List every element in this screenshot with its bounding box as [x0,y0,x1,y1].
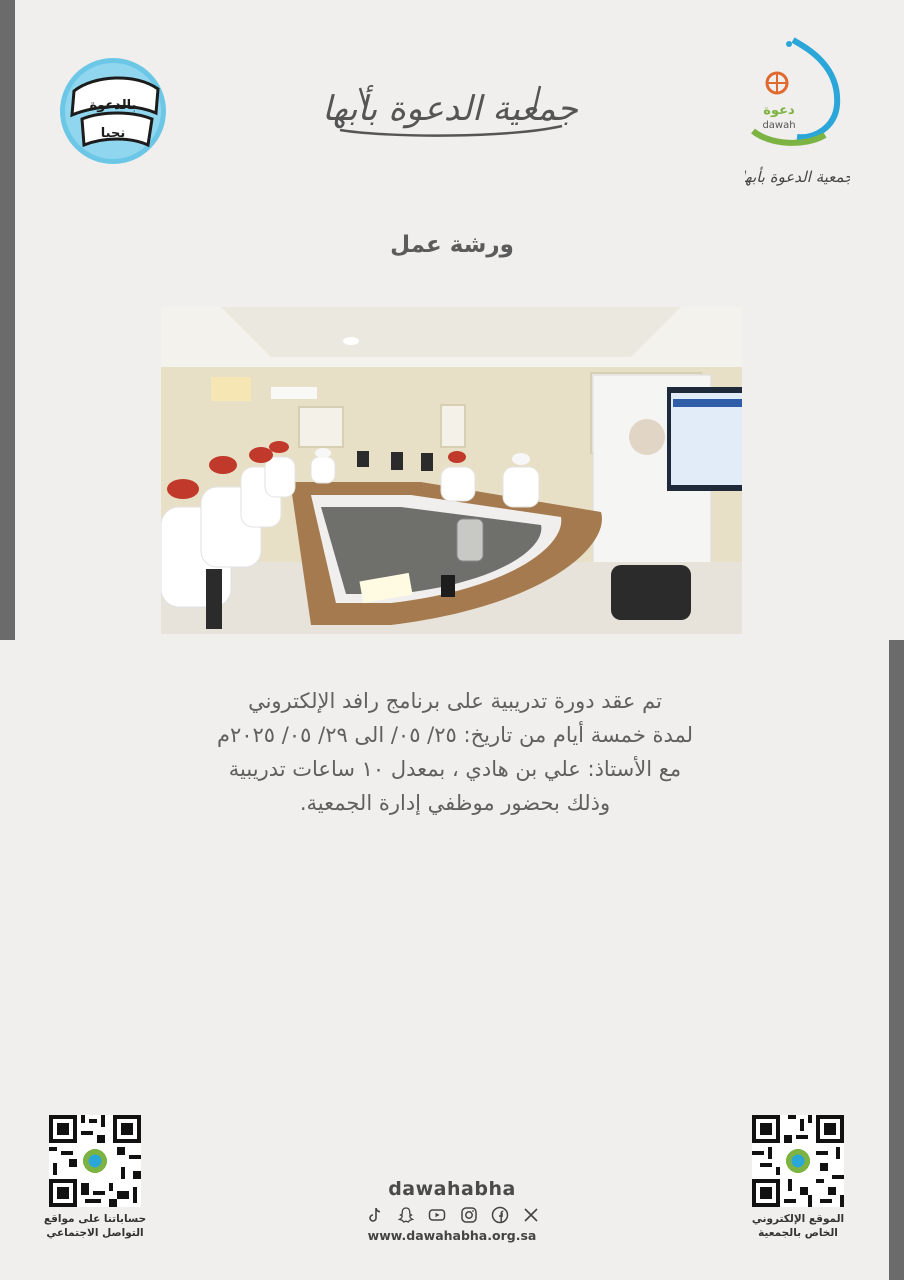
social-caption-line-1: حساباتنا على مواقع [43,1213,147,1225]
social-caption-line-2: التواصل الاجتماعي [46,1227,144,1239]
svg-text:جمعية الدعوة بأبها: جمعية الدعوة بأبها [745,168,850,186]
svg-text:جمعية الدعوة بأبها: جمعية الدعوة بأبها [322,89,578,129]
svg-text:dawah: dawah [762,120,796,131]
svg-text:نحيا: نحيا [100,126,126,141]
instagram-icon[interactable] [459,1205,479,1225]
dawah-logo [745,35,850,195]
website-url[interactable]: www.dawahabha.org.sa [367,1228,537,1243]
website-caption-line-1: الموقع الإلكتروني [751,1213,845,1225]
x-icon[interactable] [521,1205,541,1225]
badge-logo [54,55,172,167]
page-title: ورشة عمل [390,232,514,258]
snapchat-icon[interactable] [396,1205,416,1225]
announcement-line-1: تم عقد دورة تدريبية على برنامج رافد الإلكتروني [248,689,662,713]
left-accent-bar [0,0,15,640]
website-caption-line-2: الخاص بالجمعية [758,1227,838,1239]
tiktok-icon[interactable] [365,1205,385,1225]
announcement-text [120,684,790,820]
youtube-icon[interactable] [427,1205,447,1225]
meeting-room-photo [161,307,742,634]
svg-text:دعوة: دعوة [763,103,795,118]
calligraphy-title [300,68,600,158]
social-icons-row [365,1205,541,1225]
svg-text:بالدعوة: بالدعوة [89,98,137,113]
announcement-line-4: وذلك بحضور موظفي إدارة الجمعية. [299,791,611,815]
announcement-line-3: مع الأستاذ: علي بن هادي ، بمعدل ١٠ ساعات تدريبية [228,757,682,781]
social-handle: dawahabha [388,1178,516,1200]
facebook-icon[interactable] [490,1205,510,1225]
announcement-line-2: لمدة خمسة أيام من تاريخ: ٢٥/ ٠٥/ الى ٢٩/ ٠٥/ ٢٠٢٥م [216,723,694,747]
